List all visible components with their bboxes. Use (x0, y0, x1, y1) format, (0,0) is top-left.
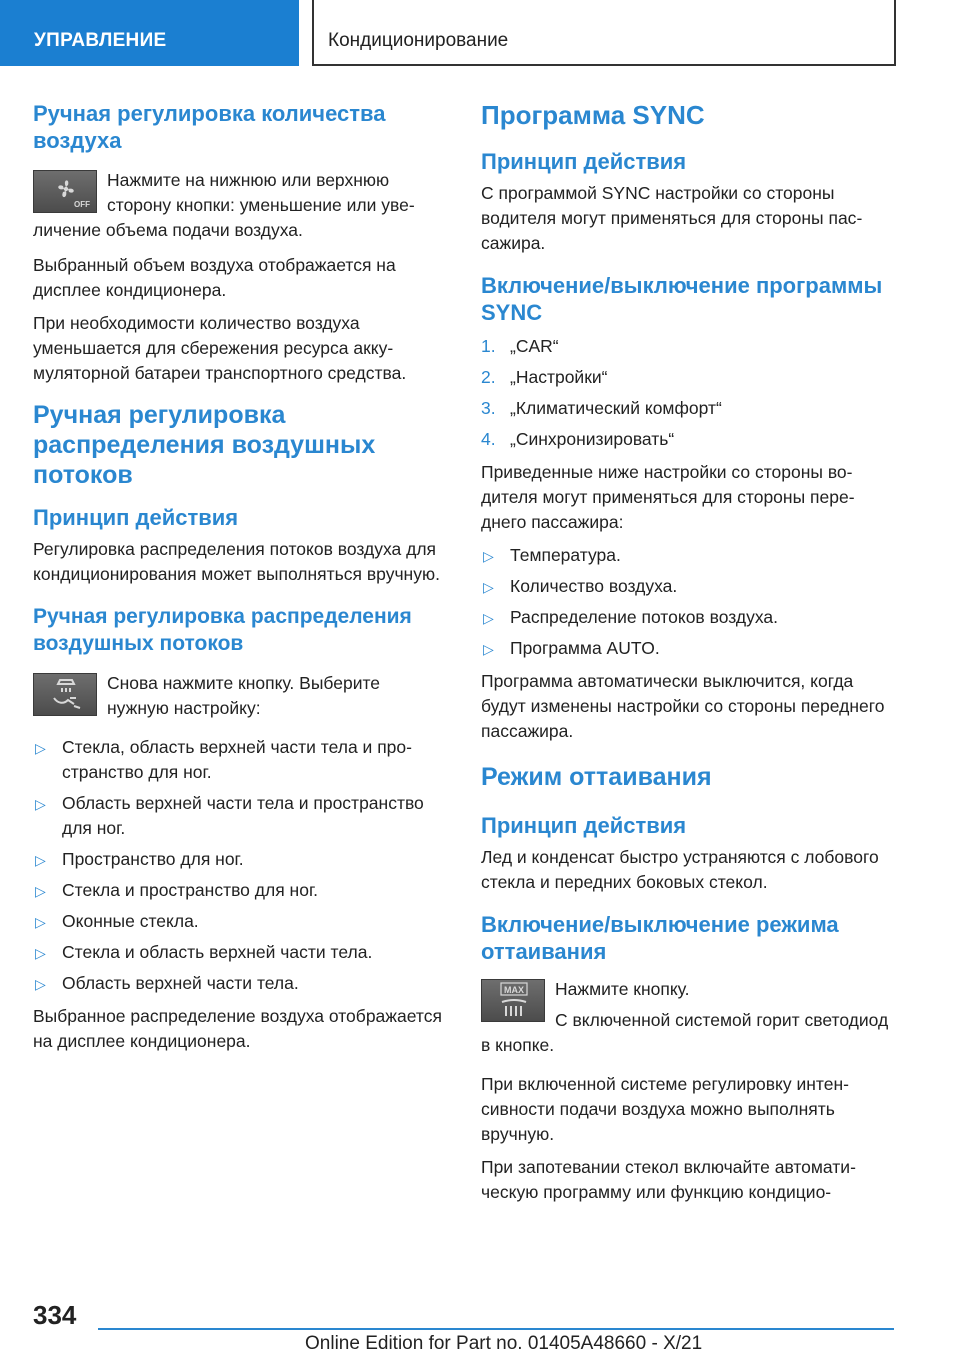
triangle-bullet-icon: ▷ (483, 641, 494, 657)
air-distribution-button-icon (33, 673, 97, 716)
fan-button-icon (33, 170, 97, 213)
defrost-button-text-2: С включенной системой горит светодиод в кнопке. (481, 1010, 889, 1055)
heading-manual-distribution: Ручная регулировка распределения воздушных потоков (33, 605, 412, 655)
heading-defrost: Режим оттаивания (481, 763, 712, 791)
chapter-title: Кондиционирование (312, 0, 896, 66)
list-item: ▷ Программа AUTO. (481, 636, 891, 661)
list-item: 2. „Настройки“ (481, 367, 608, 387)
list-item: 4. „Синхронизировать“ (481, 429, 675, 449)
distribution-button-block (33, 671, 443, 721)
triangle-bullet-icon: ▷ (35, 740, 46, 756)
list-item: ▷ Пространство для ног. (33, 847, 443, 872)
footer-edition: Online Edition for Part no. 01405A48660 - X/21 (305, 1333, 703, 1354)
heading-sync: Программа SYNC (481, 100, 705, 130)
svg-text:OFF: OFF (74, 200, 90, 209)
heading-sync-toggle: Включение/выключение программы SYNC (481, 273, 883, 325)
heading-air-volume: Ручная регулировка количества воздуха (33, 101, 386, 153)
paragraph: Программа автоматически выключится, когда будут изменены настройки со стороны переднего пассажира. (481, 671, 885, 741)
left-column (33, 100, 443, 1062)
svg-text:MAX: MAX (504, 985, 524, 995)
triangle-bullet-icon: ▷ (483, 548, 494, 564)
triangle-bullet-icon: ▷ (35, 976, 46, 992)
list-item: ▷ Температура. (481, 543, 891, 568)
defrost-button-text-1: Нажмите кнопку. (555, 979, 690, 999)
triangle-bullet-icon: ▷ (35, 945, 46, 961)
list-item: ▷ Область верхней части тела и пространство для ног. (35, 793, 424, 838)
paragraph: Приведенные ниже настройки со стороны водителя могут применяться для стороны переднего пассажира: (481, 462, 855, 532)
triangle-bullet-icon: ▷ (35, 883, 46, 899)
air-volume-button-block (33, 168, 443, 243)
distribution-options-list (33, 735, 443, 996)
list-item: ▷ Стекла, область верхней части тела и пространство для ног. (35, 737, 412, 782)
paragraph: Лед и конденсат быстро устраняются с лобового стекла и передних боковых стекол. (481, 847, 879, 892)
distribution-button-text: Снова нажмите кнопку. Выберите нужную настройку: (107, 673, 381, 718)
list-item: ▷ Область верхней части тела. (33, 971, 443, 996)
triangle-bullet-icon: ▷ (35, 852, 46, 868)
defrost-button-block (481, 977, 891, 1058)
right-column (481, 100, 891, 1213)
triangle-bullet-icon: ▷ (483, 579, 494, 595)
sync-steps-list (481, 334, 891, 452)
heading-defrost-toggle: Включение/выключение режима оттаивания (481, 912, 839, 964)
paragraph: При запотевании стекол включайте автоматическую программу или функцию кондицио- (481, 1157, 856, 1202)
triangle-bullet-icon: ▷ (35, 796, 46, 812)
section-tab: УПРАВЛЕНИЕ (0, 0, 299, 66)
list-item: ▷ Количество воздуха. (481, 574, 891, 599)
paragraph: При включенной системе регулировку интенсивности подачи воздуха можно выполнять вручную. (481, 1074, 849, 1144)
sync-settings-list (481, 543, 891, 661)
max-defrost-button-icon (481, 979, 545, 1022)
page-header (0, 0, 960, 66)
list-item: ▷ Распределение потоков воздуха. (481, 605, 891, 630)
paragraph: Выбранное распределение воздуха отображается на дисплее кондиционера. (33, 1006, 442, 1051)
subheading-principle: Принцип действия (481, 813, 687, 838)
triangle-bullet-icon: ▷ (35, 914, 46, 930)
list-item: ▷ Оконные стекла. (33, 909, 443, 934)
triangle-bullet-icon: ▷ (483, 610, 494, 626)
subheading-principle: Принцип действия (481, 149, 687, 174)
list-item: 3. „Климатический комфорт“ (481, 398, 722, 418)
air-volume-button-text: Нажмите на нижнюю или верхнюю сторону кнопки: уменьшение или увеличение объема подачи воздуха. (33, 170, 415, 240)
paragraph: С программой SYNC настройки со стороны водителя могут применяться для стороны пассажира. (481, 183, 863, 253)
paragraph: Выбранный объем воздуха отображается на дисплее кондиционера. (33, 255, 396, 300)
footer-divider (98, 1328, 894, 1330)
subheading-principle: Принцип действия (33, 505, 239, 530)
list-item: ▷ Стекла и область верхней части тела. (33, 940, 443, 965)
paragraph: При необходимости количество воздуха уменьшается для сбережения ресурса аккумуляторной батареи транспортного средства. (33, 313, 407, 383)
heading-air-distribution: Ручная регулировка распределения воздушных потоков (33, 401, 376, 489)
list-item: ▷ Стекла и пространство для ног. (33, 878, 443, 903)
list-item: 1. „CAR“ (481, 336, 559, 356)
paragraph: Регулировка распределения потоков воздуха для кондиционирования может выполняться вручную. (33, 539, 440, 584)
page-number: 334 (33, 1300, 77, 1330)
